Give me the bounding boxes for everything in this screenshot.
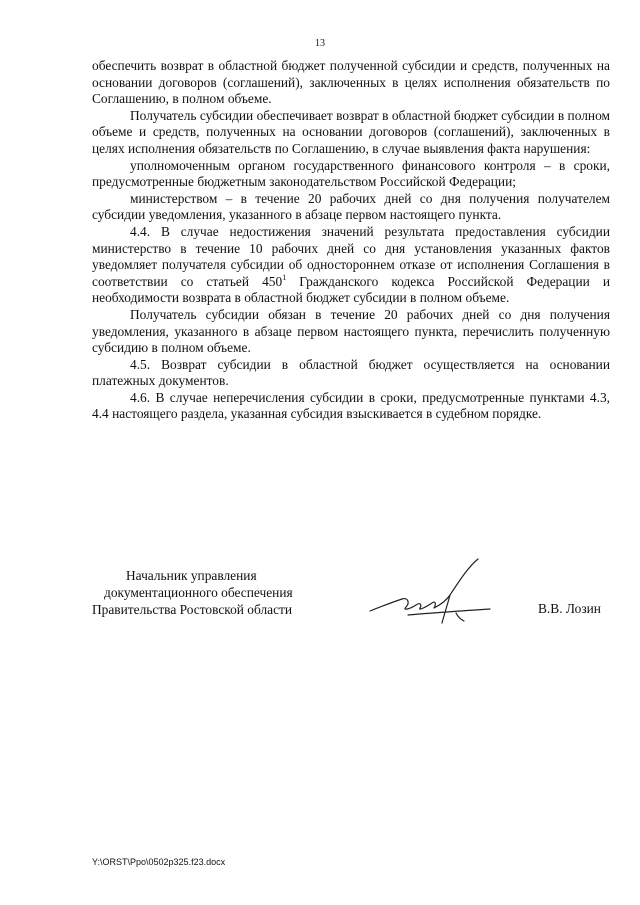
paragraph: Получатель субсидии обеспечивает возврат в областной бюджет субсидии в полном объеме и средств, полученных на основании договоров (соглашений), заключенных в целях исполнения обязательств по Соглашению, в случае выявления факта нарушения: bbox=[92, 107, 610, 156]
page-number: 13 bbox=[315, 38, 325, 49]
document-body bbox=[92, 58, 610, 423]
paragraph: уполномоченным органом государственного финансового контроля – в сроки, предусмотренные бюджетным законодательством Российской Федерации; bbox=[92, 157, 610, 190]
paragraph-4-5: 4.5. Возврат субсидии в областной бюджет осуществляется на основании платежных документов. bbox=[92, 356, 610, 389]
handwritten-signature bbox=[350, 555, 500, 635]
signatory-title-line: Правительства Ростовской области bbox=[92, 602, 293, 617]
paragraph-4-4 bbox=[92, 224, 610, 307]
article-superscript: 1 bbox=[282, 272, 287, 282]
signatory-title-line: документационного обеспечения bbox=[104, 585, 293, 600]
paragraph: обеспечить возврат в областной бюджет полученной субсидии и средств, полученных на основании договоров (соглашений), заключенных в целях исполнения обязательств по Соглашению, в полном объеме. bbox=[92, 58, 610, 107]
paragraph-4-4-text-cont: Гражданского кодекса Российской Федерации и необходимости возврата в областной бюджет субсидии в полном объеме. bbox=[92, 273, 610, 306]
paragraph: Получатель субсидии обязан в течение 20 рабочих дней со дня получения уведомления, указанного в абзаце первом настоящего пункта, перечислить полученную субсидию в полном объеме. bbox=[92, 306, 610, 356]
signatory-title bbox=[92, 567, 293, 618]
paragraph-4-4-text: 4.4. В случае недостижения значений результата предоставления субсидии министерство в течение 10 рабочих дней со дня установления указанных фактов уведомляет получателя субсидии об одностороннем отказе от исполнения Соглашения в соответствии со статьей 450 bbox=[92, 223, 610, 289]
paragraph-4-6: 4.6. В случае неперечисления субсидии в сроки, предусмотренные пунктами 4.3, 4.4 настоящего раздела, указанная субсидия взыскивается в судебном порядке. bbox=[92, 389, 610, 422]
paragraph: министерством – в течение 20 рабочих дней со дня получения получателем субсидии уведомления, указанного в абзаце первом настоящего пункта. bbox=[92, 190, 610, 223]
file-path-footer: Y:\ORST\Ppo\0502p325.f23.docx bbox=[92, 857, 226, 867]
signatory-title-line: Начальник управления bbox=[126, 568, 257, 583]
signatory-name: В.В. Лозин bbox=[538, 601, 601, 616]
